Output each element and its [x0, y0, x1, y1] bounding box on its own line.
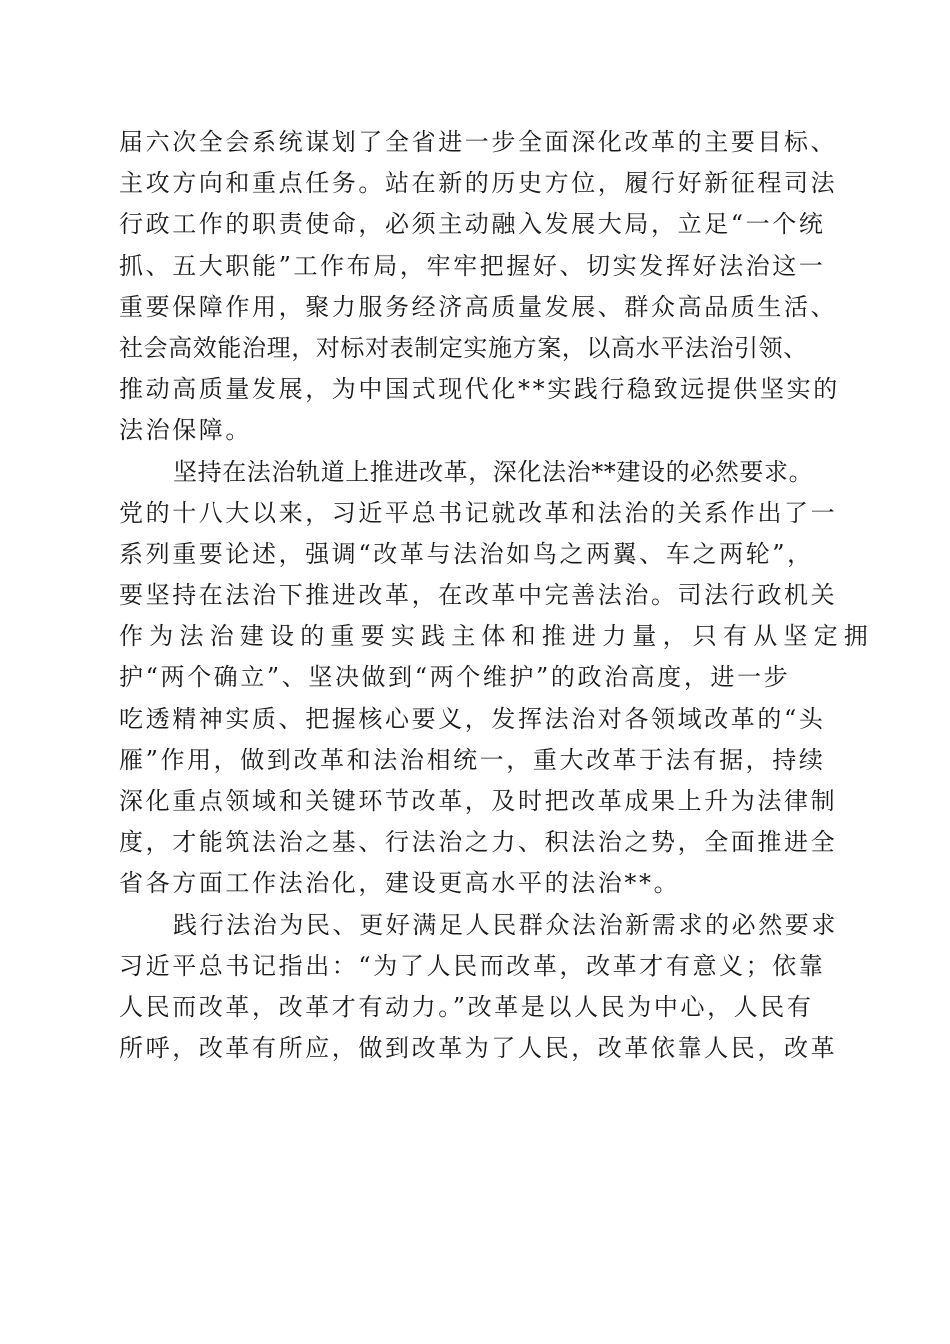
text-line: 人民而改革，改革才有动力。”改革是以人民为中心，人民有 [119, 992, 814, 1021]
text-line: 推动高质量发展，为中国式现代化**实践行稳致远提供坚实的 [119, 375, 840, 404]
text-line: 党的十八大以来，习近平总书记就改革和法治的关系作出了一 [119, 498, 838, 527]
text-line: 护“两个确立”、坚决做到“两个维护”的政治高度，进一步 [119, 663, 791, 692]
text-line: 所呼，改革有所应，做到改革为了人民，改革依靠人民，改革 [119, 1034, 838, 1063]
text-line: 度，才能筑法治之基、行法治之力、积法治之势，全面推进全 [119, 828, 838, 857]
text-line: 雁”作用，做到改革和法治相统一，重大改革于法有据，持续 [119, 745, 826, 774]
text-line: 要坚持在法治下推进改革，在改革中完善法治。司法行政机关 [119, 581, 838, 610]
document-body [119, 122, 874, 1069]
text-line: 行政工作的职责使命，必须主动融入发展大局，立足“一个统 [119, 210, 826, 239]
text-line: 抓、五大职能”工作布局，牢牢把握好、切实发挥好法治这一 [119, 251, 826, 280]
text-line: 系列重要论述，强调“改革与法治如鸟之两翼、车之两轮”， [119, 539, 814, 568]
text-line: 作为法治建设的重要实践主体和推进力量，只有从坚定拥 [119, 622, 874, 651]
text-line: 届六次全会系统谋划了全省进一步全面深化改革的主要目标、 [119, 128, 838, 156]
text-line: 深化重点领域和关键环节改革，及时把改革成果上升为法律制 [119, 787, 838, 815]
text-line: 主攻方向和重点任务。站在新的历史方位，履行好新征程司法 [119, 169, 838, 198]
text-line: 社会高效能治理，对标对表制定实施方案，以高水平法治引领、 [119, 333, 808, 362]
paragraph-first-line: 坚持在法治轨道上推进改革，深化法治**建设的必然要求。 [173, 457, 814, 486]
text-line: 吃透精神实质、把握核心要义，发挥法治对各领域改革的“头 [119, 704, 826, 733]
text-line: 重要保障作用，聚力服务经济高质量发展、群众高品质生活、 [119, 292, 838, 321]
text-line: 法治保障。 [119, 416, 252, 445]
text-line: 省各方面工作法治化，建设更高水平的法治**。 [119, 869, 681, 898]
paragraph-first-line: 践行法治为民、更好满足人民群众法治新需求的必然要求 [173, 910, 838, 939]
text-line: 习近平总书记指出：“为了人民而改革，改革才有意义；依靠 [119, 951, 826, 980]
